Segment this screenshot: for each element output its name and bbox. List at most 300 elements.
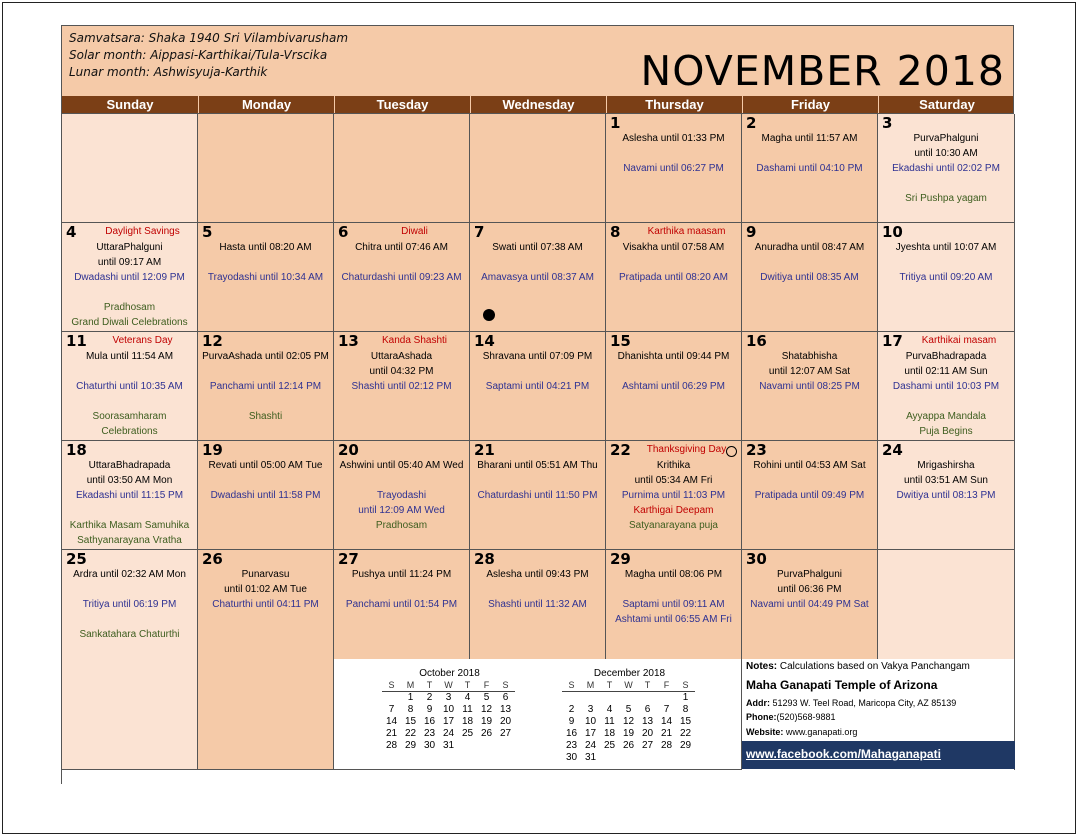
mini-calendar-day [600, 692, 619, 705]
mini-calendar-day [581, 692, 600, 705]
mini-calendar-day [657, 752, 676, 764]
panchang-line: Revati until 05:00 AM Tue [208, 460, 323, 471]
panchang-line: Dwitiya until 08:35 AM [760, 272, 859, 283]
mini-calendar-dow: F [657, 680, 676, 692]
mini-calendar-day [657, 692, 676, 705]
panchang-lines [878, 458, 1014, 503]
panchang-line: Pratipada until 08:20 AM [619, 272, 728, 283]
panchang-line: Karthigai Deepam [633, 505, 714, 516]
panchang-line: Trayodashi [376, 490, 427, 501]
panchang-line [334, 582, 469, 597]
mini-calendar-day: 28 [660, 740, 673, 751]
panchang-line: UttaraPhalguni [96, 242, 163, 253]
mini-calendar-day [619, 692, 638, 705]
panchang-line: Purnima until 11:03 PM [621, 490, 726, 501]
day-number: 21 [474, 441, 495, 459]
panchang-line [742, 146, 877, 161]
day-number: 15 [610, 332, 631, 350]
temple-name: Maha Ganapati Temple of Arizona [746, 678, 938, 692]
panchang-line [62, 285, 197, 300]
panchang-line: Satyanarayana puja [629, 520, 718, 531]
panchang-line: Shravana until 07:09 PM [482, 351, 593, 362]
panchang-line [62, 364, 197, 379]
mini-calendar-table [562, 680, 695, 764]
panchang-line: Saptami until 09:11 AM [622, 599, 725, 610]
mini-calendar-day: 6 [502, 692, 509, 703]
panchang-line: Shashti until 02:12 PM [351, 381, 452, 392]
mini-calendar-day: 15 [404, 716, 417, 727]
day-cell-10 [878, 223, 1015, 332]
panchang-line: Dwadashi until 11:58 PM [210, 490, 321, 501]
day-number: 3 [882, 114, 893, 132]
panchang-lines [742, 458, 877, 503]
panchang-line [198, 394, 333, 409]
panchang-lines [878, 240, 1014, 285]
panchang-line: until 12:07 AM Sat [768, 366, 851, 377]
panchang-line: Navami until 04:49 PM Sat [750, 599, 869, 610]
samvatsara-text: Samvatsara: Shaka 1940 Sri Vilambivarusham [69, 31, 349, 45]
panchang-line: Pradhosam [103, 302, 156, 313]
mini-calendar-day [458, 740, 477, 752]
day-cell-4 [62, 223, 198, 332]
panchang-line: Magha until 11:57 AM [761, 133, 858, 144]
mini-calendar-dow: S [382, 680, 401, 692]
holiday-label: Kanda Shashti [381, 335, 448, 346]
panchang-line [334, 473, 469, 488]
mini-calendar-dow: S [496, 680, 515, 692]
panchang-line: Chaturthi until 04:11 PM [212, 599, 319, 610]
mini-calendar-dow: T [458, 680, 477, 692]
mini-calendar-day: 13 [641, 716, 654, 727]
holiday-label: Daylight Savings [105, 226, 180, 237]
mini-calendar-day: 3 [587, 704, 594, 715]
new-moon-icon [483, 309, 495, 321]
website-label: Website: [746, 727, 784, 737]
panchang-line [198, 255, 333, 270]
mini-calendar-day: 25 [603, 740, 616, 751]
temple-website [746, 727, 857, 737]
panchang-line: Saptami until 04:21 PM [485, 381, 590, 392]
mini-calendar-day: 12 [480, 704, 493, 715]
panchang-line: Soorasamharam [92, 411, 167, 422]
weekday-wednesday: Wednesday [470, 96, 606, 113]
month-title: NOVEMBER 2018 [640, 47, 1005, 95]
notes-body: Calculations based on Vakya Panchangam [777, 661, 970, 672]
mini-calendar-dow: T [420, 680, 439, 692]
day-cell-17 [878, 332, 1015, 441]
day-cell-6 [334, 223, 470, 332]
day-cell-11 [62, 332, 198, 441]
mini-calendar-day: 27 [499, 728, 512, 739]
panchang-line: Navami until 06:27 PM [623, 163, 724, 174]
mini-calendar-day: 14 [385, 716, 398, 727]
day-number: 26 [202, 550, 223, 568]
mini-calendar-day: 29 [404, 740, 417, 751]
day-number: 23 [746, 441, 767, 459]
day-cell-14 [470, 332, 606, 441]
day-cell-15 [606, 332, 742, 441]
weekday-monday: Monday [198, 96, 334, 113]
day-cell-21 [470, 441, 606, 550]
notes-label: Notes: [746, 661, 778, 672]
lunar-month-text: Lunar month: Ashwisyuja-Karthik [69, 65, 268, 79]
mini-calendar-day: 21 [385, 728, 398, 739]
mini-calendar-day [562, 692, 581, 705]
panchang-line: Panchami until 01:54 PM [345, 599, 458, 610]
day-number: 10 [882, 223, 903, 241]
panchang-line [62, 503, 197, 518]
day-number: 7 [474, 223, 485, 241]
address-value: 51293 W. Teel Road, Maricopa City, AZ 85139 [770, 698, 957, 708]
day-number: 11 [66, 332, 87, 350]
day-number: 13 [338, 332, 359, 350]
holiday-label: Veterans Day [112, 335, 173, 346]
day-number: 20 [338, 441, 359, 459]
weekday-friday: Friday [742, 96, 878, 113]
panchang-line: Tritiya until 06:19 PM [82, 599, 177, 610]
panchang-line: Jyeshta until 10:07 AM [895, 242, 997, 253]
panchang-lines [606, 567, 741, 627]
panchang-line [742, 255, 877, 270]
mini-calendar-day: 18 [461, 716, 474, 727]
mini-calendar-day: 15 [679, 716, 692, 727]
day-number: 17 [882, 332, 903, 350]
mini-calendar-day [638, 692, 657, 705]
day-cell-2 [742, 114, 878, 223]
panchang-line: until 01:02 AM Tue [224, 584, 307, 595]
panchang-lines [470, 567, 605, 612]
panchang-line [198, 364, 333, 379]
mini-calendar-table [382, 680, 515, 752]
day-cell-27 [334, 550, 470, 660]
panchang-line: Ashwini until 05:40 AM Wed [339, 460, 464, 471]
day-cell-22 [606, 441, 742, 550]
panchang-line: Magha until 08:06 PM [624, 569, 723, 580]
mini-calendar-day: 25 [461, 728, 474, 739]
weekday-thursday: Thursday [606, 96, 742, 113]
mini-calendar-day: 20 [499, 716, 512, 727]
mini-calendar-december [562, 667, 697, 764]
mini-calendar-day [619, 752, 638, 764]
mini-calendar-day: 31 [442, 740, 455, 751]
day-cell-25 [62, 550, 198, 660]
panchang-line: Ashtami until 06:55 AM Fri [615, 614, 732, 625]
panchang-lines [334, 240, 469, 285]
panchang-line: Ekadashi until 02:02 PM [892, 163, 1000, 174]
mini-calendar-day: 19 [480, 716, 493, 727]
mini-calendar-day [600, 752, 619, 764]
mini-calendar-day: 17 [442, 716, 455, 727]
temple-address [746, 698, 956, 708]
panchang-line: until 04:32 PM [369, 366, 434, 377]
mini-calendar-day: 8 [407, 704, 414, 715]
panchang-line: PurvaPhalguni [913, 133, 979, 144]
day-cell-12 [198, 332, 334, 441]
mini-calendar-day: 24 [442, 728, 455, 739]
mini-calendar-day: 5 [625, 704, 632, 715]
mini-calendar-day [496, 740, 515, 752]
day-cell-8 [606, 223, 742, 332]
footer-empty-cell-monday [198, 659, 334, 770]
calendar-footer-row [61, 659, 1014, 770]
panchang-line: Shashti until 11:32 AM [488, 599, 587, 610]
day-number: 18 [66, 441, 87, 459]
panchang-line: Grand Diwali Celebrations [71, 317, 188, 328]
mini-calendar-day: 7 [388, 704, 395, 715]
panchang-line: until 05:34 AM Fri [634, 475, 713, 486]
empty-day-cell [198, 114, 334, 223]
panchang-lines [334, 458, 469, 533]
mini-calendars-panel [334, 659, 742, 770]
temple-notes-panel [742, 659, 1015, 770]
day-cell-5 [198, 223, 334, 332]
panchang-line: UttaraBhadrapada [88, 460, 171, 471]
mini-calendar-day: 27 [641, 740, 654, 751]
day-number: 14 [474, 332, 495, 350]
day-number: 9 [746, 223, 757, 241]
panchang-lines [470, 240, 605, 285]
website-link[interactable]: www.ganapati.org [783, 727, 858, 737]
mini-calendar-day: 9 [426, 704, 433, 715]
mini-calendar-day: 31 [584, 752, 597, 763]
mini-calendar-dow: T [638, 680, 657, 692]
panchang-line [62, 582, 197, 597]
mini-calendar-day: 10 [584, 716, 597, 727]
panchang-line: Krithika [656, 460, 691, 471]
panchang-lines [62, 240, 197, 330]
mini-calendar-october [382, 667, 517, 752]
panchang-line: Chaturdashi until 11:50 PM [477, 490, 598, 501]
mini-calendar-day: 12 [622, 716, 635, 727]
mini-calendar-day [676, 752, 695, 764]
weekday-header-row [61, 96, 1014, 113]
calendar-header [61, 25, 1014, 96]
panchang-line: Punarvasu [241, 569, 290, 580]
mini-calendar-day: 14 [660, 716, 673, 727]
mini-calendar-day: 8 [682, 704, 689, 715]
mini-calendar-day [638, 752, 657, 764]
mini-calendar-day: 4 [464, 692, 471, 703]
panchang-line: Amavasya until 08:37 AM [481, 272, 594, 283]
panchang-line: Ashtami until 06:29 PM [622, 381, 725, 392]
mini-calendar-day: 11 [604, 716, 615, 727]
panchang-line: until 03:51 AM Sun [904, 475, 988, 486]
panchang-line [470, 255, 605, 270]
panchang-line: Bharani until 05:51 AM Thu [477, 460, 598, 471]
panchang-lines [198, 349, 333, 424]
panchang-line: Dwitiya until 08:13 PM [896, 490, 996, 501]
panchang-lines [198, 458, 333, 503]
panchang-line: Shatabhisha [781, 351, 838, 362]
panchang-lines [606, 458, 741, 533]
mini-calendar-day: 30 [565, 752, 578, 763]
day-number: 24 [882, 441, 903, 459]
mini-calendar-day: 23 [565, 740, 578, 751]
panchang-line: Dashami until 04:10 PM [756, 163, 863, 174]
day-cell-3 [878, 114, 1015, 223]
panchang-line: Puja Begins [919, 426, 973, 437]
mini-calendar-title: October 2018 [419, 668, 480, 679]
panchang-line: Celebrations [101, 426, 158, 437]
day-number: 28 [474, 550, 495, 568]
panchang-line: PurvaPhalguni [776, 569, 843, 580]
panchang-lines [742, 131, 877, 176]
mini-calendar-day: 2 [568, 704, 575, 715]
panchang-lines [878, 349, 1014, 439]
panchang-line: PurvaAshada until 02:05 PM [202, 351, 329, 362]
panchang-line [606, 146, 741, 161]
day-number: 1 [610, 114, 621, 132]
panchang-line [62, 612, 197, 627]
mini-calendar-day: 22 [679, 728, 692, 739]
day-number: 8 [610, 223, 621, 241]
panchang-line: UttaraAshada [370, 351, 433, 362]
panchang-lines [198, 240, 333, 285]
panchang-line: PurvaBhadrapada [905, 351, 987, 362]
mini-calendar-day: 29 [679, 740, 692, 751]
weekday-sunday: Sunday [106, 97, 154, 112]
panchang-line: until 02:11 AM Sun [904, 366, 988, 377]
mini-calendar-day: 10 [442, 704, 455, 715]
panchang-lines [742, 240, 877, 285]
day-cell-24 [878, 441, 1015, 550]
panchang-line: until 09:17 AM [97, 257, 162, 268]
panchang-line: Visakha until 07:58 AM [622, 242, 725, 253]
panchang-line: Aslesha until 01:33 PM [622, 133, 725, 144]
panchang-line: Tritiya until 09:20 AM [899, 272, 993, 283]
day-number: 19 [202, 441, 223, 459]
mini-calendar-day: 22 [404, 728, 417, 739]
mini-calendar-day: 4 [606, 704, 613, 715]
panchang-line: Chaturdashi until 09:23 AM [341, 272, 462, 283]
mini-calendar-dow: M [581, 680, 600, 692]
empty-day-cell [470, 114, 606, 223]
panchang-line: until 10:30 AM [914, 148, 978, 159]
mini-calendar-day: 11 [462, 704, 473, 715]
day-cell-20 [334, 441, 470, 550]
day-cell-29 [606, 550, 742, 660]
mini-calendar-day: 17 [584, 728, 597, 739]
holiday-label: Karthikai masam [921, 335, 997, 346]
phone-label: Phone: [746, 712, 777, 722]
panchang-line: Shashti [248, 411, 283, 422]
panchang-line: Trayodashi until 10:34 AM [207, 272, 324, 283]
day-number: 29 [610, 550, 631, 568]
empty-day-cell [62, 114, 198, 223]
day-cell-30 [742, 550, 878, 660]
panchang-line: Rohini until 04:53 AM Sat [753, 460, 866, 471]
mini-calendar-day: 6 [644, 704, 651, 715]
panchang-line [470, 582, 605, 597]
mini-calendar-day: 30 [423, 740, 436, 751]
mini-calendar-day: 1 [407, 692, 414, 703]
panchang-line: until 12:09 AM Wed [358, 505, 445, 516]
border-tick [61, 770, 62, 784]
panchang-line: Ardra until 02:32 AM Mon [73, 569, 186, 580]
panchang-line: Sathyanarayana Vratha [77, 535, 182, 546]
mini-calendar-dow: F [477, 680, 496, 692]
panchang-line: Ekadashi until 11:15 PM [75, 490, 184, 501]
day-cell-16 [742, 332, 878, 441]
day-cell-13 [334, 332, 470, 441]
facebook-link[interactable]: www.facebook.com/Mahaganapati [742, 741, 1015, 769]
mini-calendar-day: 28 [385, 740, 398, 751]
panchang-line [606, 255, 741, 270]
panchang-line: Dhanishta until 09:44 PM [617, 351, 730, 362]
day-number: 5 [202, 223, 213, 241]
mini-calendar-day: 9 [568, 716, 575, 727]
panchang-line: Panchami until 12:14 PM [209, 381, 322, 392]
mini-calendar-day [477, 740, 496, 752]
panchang-lines [62, 458, 197, 548]
day-cell-28 [470, 550, 606, 660]
day-cell-7 [470, 223, 606, 332]
day-cell-23 [742, 441, 878, 550]
mini-calendar-day: 24 [584, 740, 597, 751]
mini-calendar-day: 3 [445, 692, 452, 703]
mini-calendar-day: 16 [565, 728, 578, 739]
panchang-line [198, 473, 333, 488]
mini-calendar-dow: S [676, 680, 695, 692]
day-number: 6 [338, 223, 349, 241]
day-number: 2 [746, 114, 757, 132]
mini-calendar-day: 20 [641, 728, 654, 739]
panchang-line [334, 255, 469, 270]
mini-calendar-day: 5 [483, 692, 490, 703]
panchang-line [606, 582, 741, 597]
day-number: 4 [66, 223, 77, 241]
day-cell-18 [62, 441, 198, 550]
holiday-label: Thanksgiving Day [646, 444, 727, 455]
mini-calendar-day: 26 [622, 740, 635, 751]
panchang-line: Sri Pushpa yagam [905, 193, 987, 204]
panchang-line: Pradhosam [375, 520, 428, 531]
day-cell-1 [606, 114, 742, 223]
holiday-label: Karthika maasam [647, 226, 726, 237]
weekday-tuesday: Tuesday [334, 96, 470, 113]
day-cell-26 [198, 550, 334, 660]
panchang-line [470, 473, 605, 488]
mini-calendar-dow: W [439, 680, 458, 692]
panchang-lines [606, 131, 741, 176]
panchang-line: Chitra until 07:46 AM [355, 242, 448, 253]
day-number: 30 [746, 550, 767, 568]
panchang-line [878, 255, 1014, 270]
panchang-lines [198, 567, 333, 612]
panchang-line: until 06:36 PM [777, 584, 842, 595]
panchang-line: Mula until 11:54 AM [85, 351, 174, 362]
panchang-line: Karthika Masam Samuhika [69, 520, 190, 531]
holiday-label: Diwali [401, 226, 428, 237]
panchang-line [742, 473, 877, 488]
panchang-line [878, 176, 1014, 191]
panchang-lines [470, 349, 605, 394]
full-moon-icon [726, 446, 737, 457]
panchang-line: Sankatahara Chaturthi [79, 629, 180, 640]
mini-calendar-day: 2 [426, 692, 433, 703]
panchang-lines [334, 567, 469, 612]
day-number: 25 [66, 550, 87, 568]
panchang-lines [742, 349, 877, 394]
mini-calendar-day: 23 [423, 728, 436, 739]
day-cell-9 [742, 223, 878, 332]
panchang-line: Anuradha until 08:47 AM [754, 242, 865, 253]
mini-calendar-day: 16 [423, 716, 436, 727]
mini-calendar-day: 18 [603, 728, 616, 739]
panchang-line: until 03:50 AM Mon [86, 475, 173, 486]
notes-text [746, 660, 970, 673]
empty-day-cell [878, 550, 1015, 660]
